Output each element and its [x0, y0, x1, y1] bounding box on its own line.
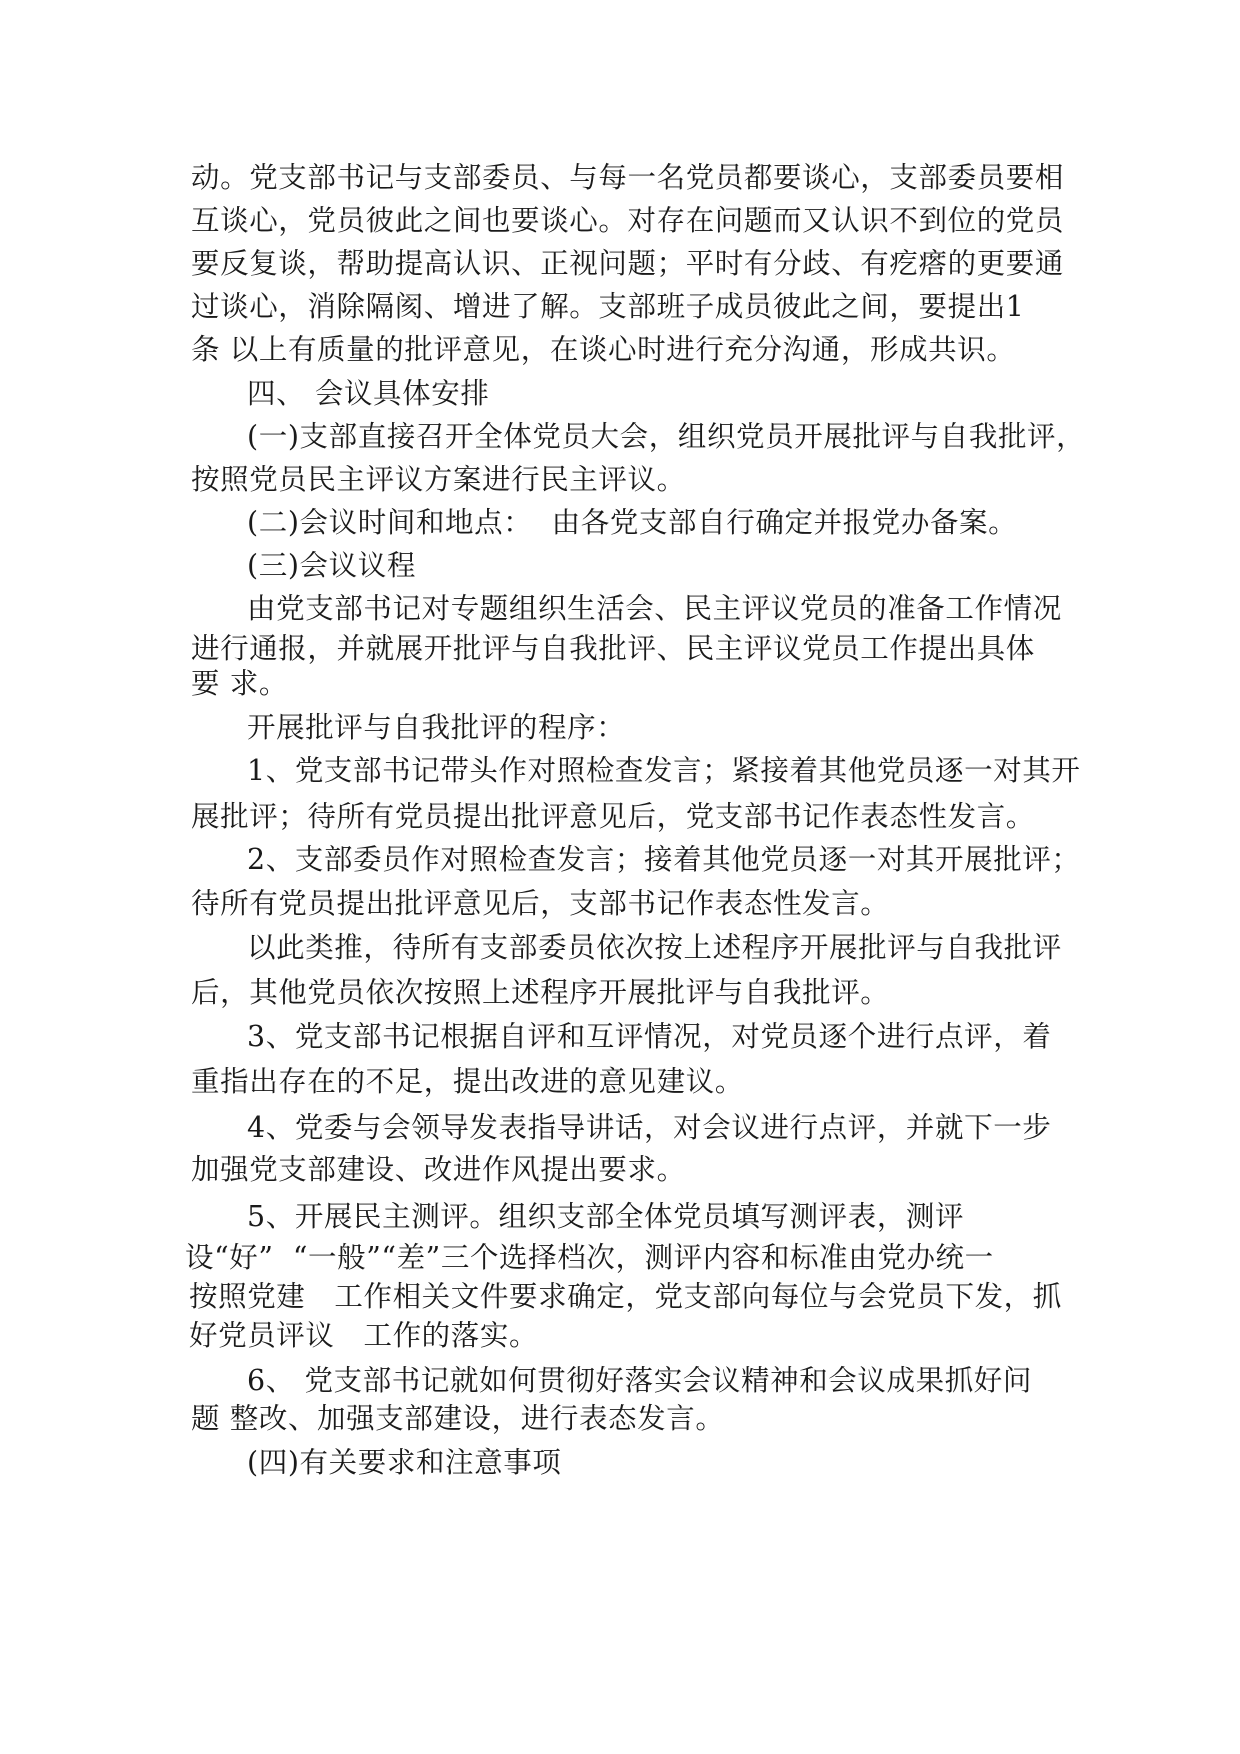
text-line: 按照党建 工作相关文件要求确定，党支部向每位与会党员下发，抓	[189, 1280, 1062, 1313]
text-line: 互谈心，党员彼此之间也要谈心。对存在问题而又认识不到位的党员	[191, 204, 1065, 237]
text-line: 待所有党员提出批评意见后，支部书记作表态性发言。	[191, 887, 890, 920]
text-line: 要反复谈，帮助提高认识、正视问题；平时有分歧、有疙瘩的更要通	[191, 247, 1065, 280]
text-line: 条 以上有质量的批评意见，在谈心时进行充分沟通，形成共识。	[191, 333, 1016, 366]
text-line: (二)会议时间和地点： 由各党支部自行确定并报党办备案。	[247, 506, 1018, 539]
section-heading: 四、 会议具体安排	[247, 377, 490, 410]
text-line: 设“好” “一般”“差”三个选择档次，测评内容和标准由党办统一	[185, 1241, 994, 1274]
text-line: 重指出存在的不足，提出改进的意见建议。	[191, 1065, 744, 1098]
text-line: 要 求。	[191, 667, 288, 700]
subsection-heading: (三)会议议程	[247, 549, 416, 582]
text-line: (一)支部直接召开全体党员大会，组织党员开展批评与自我批评，	[247, 420, 1086, 453]
text-line: 进行通报，并就展开批评与自我批评、民主评议党员工作提出具体	[191, 632, 1035, 665]
text-line: 开展批评与自我批评的程序：	[247, 711, 626, 744]
text-line: 题 整改、加强支部建设，进行表态发言。	[191, 1402, 725, 1435]
text-line: 按照党员民主评议方案进行民主评议。	[191, 463, 686, 496]
text-line: 3、党支部书记根据自评和互评情况，对党员逐个进行点评，着	[247, 1020, 1052, 1053]
subsection-heading: (四)有关要求和注意事项	[247, 1446, 562, 1479]
text-line: 展批评；待所有党员提出批评意见后，党支部书记作表态性发言。	[191, 800, 1035, 833]
text-line: 加强党支部建设、改进作风提出要求。	[191, 1153, 686, 1186]
text-line: 后，其他党员依次按照上述程序开展批评与自我批评。	[191, 976, 890, 1009]
text-line: 好党员评议 工作的落实。	[189, 1319, 539, 1352]
text-line: 过谈心，消除隔阂、增进了解。支部班子成员彼此之间，要提出1	[191, 290, 1025, 323]
text-line: 以此类推，待所有支部委员依次按上述程序开展批评与自我批评	[247, 931, 1062, 964]
text-line: 5、开展民主测评。组织支部全体党员填写测评表，测评	[247, 1200, 965, 1233]
text-line: 2、支部委员作对照检查发言；接着其他党员逐一对其开展批评；	[247, 843, 1081, 876]
text-line: 动。党支部书记与支部委员、与每一名党员都要谈心，支部委员要相	[191, 161, 1065, 194]
text-line: 6、 党支部书记就如何贯彻好落实会议精神和会议成果抓好问	[247, 1364, 1032, 1397]
text-line: 由党支部书记对专题组织生活会、民主评议党员的准备工作情况	[247, 592, 1062, 625]
text-line: 1、党支部书记带头作对照检查发言；紧接着其他党员逐一对其开	[247, 754, 1081, 787]
text-line: 4、党委与会领导发表指导讲话，对会议进行点评，并就下一步	[247, 1111, 1052, 1144]
